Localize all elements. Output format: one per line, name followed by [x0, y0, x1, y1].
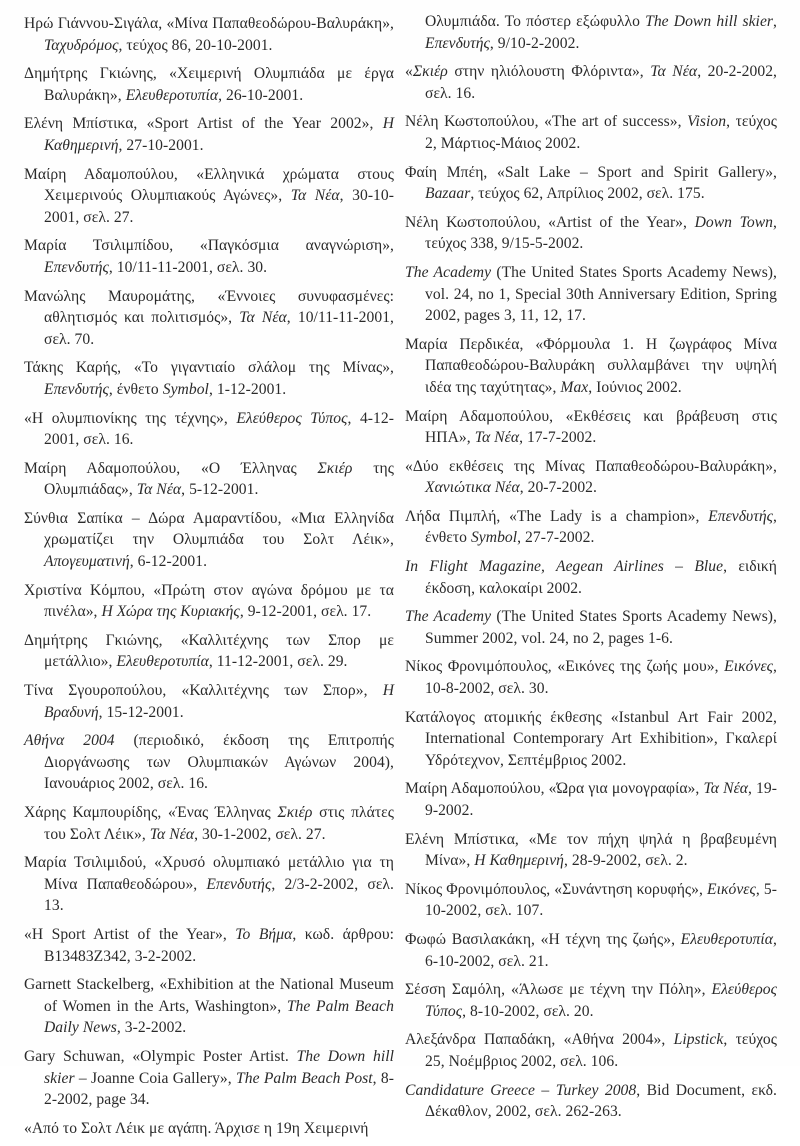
entry-title-italic: Σκιέρ: [412, 63, 448, 81]
bibliography-right-column: [405, 11, 777, 1130]
entry-text: , 6-10-2002, σελ. 21.: [425, 930, 777, 970]
entry-text: – Joanne Coia Gallery»,: [74, 1069, 237, 1087]
entry-title-italic: Vision: [687, 113, 727, 131]
entry-title-italic: Τα Νέα: [290, 187, 340, 205]
entry-title-italic: Η Χώρα της Κυριακής: [101, 603, 240, 621]
entry-text: , 4-12-2001, σελ. 16.: [44, 409, 394, 449]
entry-text: , 17-7-2002.: [519, 429, 597, 447]
bibliography-entry: [24, 730, 394, 795]
entry-text: , τεύχος 2, Μάρτιος-Μάιος 2002.: [425, 113, 777, 152]
entry-text: , 10/11-11-2001, σελ. 70.: [44, 309, 394, 348]
bibliography-entry: [405, 606, 777, 649]
entry-title-italic: Ταχυδρόμος: [44, 36, 119, 54]
entry-text: Νέλη Κωστοπούλου, «The art of success»,: [405, 113, 688, 131]
entry-title-italic: Σκιέρ: [317, 459, 353, 477]
bibliography-entry: [405, 656, 777, 699]
entry-text: Δημήτρης Γκιώνης, «Χειμερινή Ολυμπιάδα με έργα Βαλυράκη»,: [24, 65, 394, 104]
bibliography-entry: [405, 111, 777, 154]
bibliography-entry: [405, 456, 777, 499]
entry-text: , 15-12-2001.: [98, 703, 184, 721]
bibliography-entry: [24, 852, 394, 917]
entry-title-italic: Επενδυτής: [425, 34, 490, 52]
entry-text: , ένθετο: [108, 380, 163, 398]
bibliography-entry: [24, 63, 394, 106]
entry-text: «Η ολυμπιονίκης της τέχνης»,: [24, 409, 237, 427]
bibliography-entry: [405, 1080, 777, 1123]
entry-title-italic: Symbol: [470, 529, 518, 547]
entry-text: «: [405, 63, 413, 81]
bibliography-entry: [24, 286, 394, 351]
bibliography-entry: [405, 778, 777, 821]
bibliography-entry: [405, 61, 777, 104]
entry-text: Σύνθια Σαπίκα – Δώρα Αμαραντίδου, «Μια Ελληνίδα χρωματίζει την Ολυμπιάδα του Σολτ Λέικ»,: [24, 509, 394, 549]
bibliography-entry: [24, 13, 394, 56]
entry-text: Νίκος Φρονιμόπουλος, «Συνάντηση κορυφής»,: [405, 880, 707, 898]
entry-title-italic: The Palm Beach Post: [236, 1069, 373, 1087]
entry-text: Gary Schuwan, «Olympic Poster Artist.: [24, 1047, 297, 1065]
entry-text: , τεύχος 25, Νοέμβριος 2002, σελ. 106.: [425, 1031, 777, 1070]
entry-title-italic: Σκιέρ: [277, 804, 313, 821]
entry-text: , Bid Document, εκδ. Δέκαθλον, 2002, σελ. 262-263.: [425, 1081, 777, 1121]
entry-text: , 5-12-2001.: [181, 481, 259, 499]
entry-text: Μαρία Τσιλιμιδού, «Χρυσό ολυμπιακό μετάλλιο για τη Μίνα Παπαθεοδώρου»,: [24, 854, 394, 893]
bibliography-entry: [405, 829, 777, 872]
entry-text: , 3-2-2002.: [116, 1019, 187, 1037]
entry-text: , 2/3-2-2002, σελ. 13.: [44, 875, 394, 915]
entry-text: , 9/10-2-2002.: [489, 34, 580, 52]
entry-text: (περιοδικό, έκδοση της Επιτροπής Διοργάνωσης των Ολυμπιακών Αγώνων 2004), Ιανουάριος 2002, σελ. 16.: [44, 732, 394, 793]
entry-text: , ειδική έκδοση, καλοκαίρι 2002.: [425, 558, 777, 597]
entry-text: Ελένη Μπίστικα, «Με τον πήχη ψηλά η βραβευμένη Μίνα»,: [405, 830, 777, 870]
bibliography-entry: [405, 879, 777, 922]
entry-title-italic: Bazaar: [425, 185, 471, 203]
bibliography-entry: [24, 235, 394, 278]
entry-text: Αλεξάνδρα Παπαδάκη, «Αθήνα 2004»,: [405, 1031, 674, 1049]
entry-text: Νέλη Κωστοπούλου, «Artist of the Year»,: [405, 213, 695, 231]
entry-text: στις πλάτες του Σολτ Λέικ»,: [44, 804, 394, 843]
bibliography-entry: [24, 580, 394, 623]
entry-text: Φαίη Μπέη, «Salt Lake – Sport and Spirit Gallery»,: [405, 163, 777, 181]
entry-title-italic: Επενδυτής: [206, 875, 272, 893]
entry-title-italic: Το Βήμα: [235, 925, 293, 943]
entry-text: Χριστίνα Κόμπου, «Πρώτη στον αγώνα δρόμου με τα πινέλα»,: [24, 581, 394, 621]
entry-text: Μαίρη Αδαμοπούλου, «Ο Έλληνας: [24, 459, 318, 477]
entry-text: Μανώλης Μαυρομάτης, «Έννοιες συνυφασμένες: αθλητισμός και πολιτισμός»,: [24, 287, 394, 327]
entry-text: Ολυμπιάδα. Το πόστερ εξώφυλλο: [425, 13, 646, 30]
bibliography-entry: [24, 458, 394, 501]
bibliography-entry: [24, 924, 394, 967]
entry-text: Ηρώ Γιάννου-Σιγάλα, «Μίνα Παπαθεοδώρου-Βαλυράκη»,: [24, 15, 394, 32]
entry-text: Τίνα Σγουροπούλου, «Καλλιτέχνης των Σπορ»,: [24, 682, 383, 700]
entry-title-italic: Ελεύθερος Τύπος: [425, 981, 777, 1020]
entry-text: , τεύχος 86, 20-10-2001.: [118, 36, 273, 54]
bibliography-entry: [24, 508, 394, 573]
entry-title-italic: Εικόνες: [707, 880, 756, 898]
entry-title-italic: Τα Νέα: [136, 481, 182, 499]
entry-title-italic: Ελευθεροτυπία: [680, 930, 774, 948]
entry-title-italic: Τα Νέα: [703, 780, 748, 798]
entry-text: , 6-12-2001.: [129, 553, 208, 571]
entry-title-italic: Η Καθημερινή: [474, 852, 564, 870]
bibliography-entry: [405, 334, 777, 399]
entry-title-italic: Χανιώτικα Νέα: [425, 479, 520, 497]
entry-title-italic: Τα Νέα: [474, 429, 520, 447]
entry-text: , 20-2-2002, σελ. 16.: [425, 63, 777, 102]
entry-text: , 26-10-2001.: [218, 86, 304, 104]
bibliography-entry: [405, 11, 777, 54]
entry-text: , 27-7-2002.: [517, 529, 595, 547]
entry-text: , 8-2-2002, page 34.: [44, 1069, 394, 1109]
entry-text: , 9-12-2001, σελ. 17.: [239, 603, 372, 621]
entry-text: , 20-7-2002.: [519, 479, 597, 497]
bibliography-entry: [405, 979, 777, 1022]
bibliography-entry: [405, 707, 777, 772]
entry-title-italic: Εικόνες: [724, 658, 774, 676]
entry-text: , 8-10-2002, σελ. 20.: [462, 1002, 594, 1020]
entry-title-italic: Η Καθημερινή: [44, 115, 394, 154]
entry-title-italic: Lipstick: [673, 1031, 724, 1049]
entry-title-italic: The Academy: [405, 263, 492, 281]
entry-title-italic: Symbol: [162, 380, 209, 398]
entry-title-italic: Candidature Greece – Turkey 2008: [405, 1081, 637, 1099]
entry-text: «Από το Σολτ Λέικ με αγάπη. Άρχισε η 19η Χειμερινή: [24, 1119, 369, 1137]
entry-title-italic: Επενδυτής: [708, 507, 774, 525]
bibliography-entry: [24, 357, 394, 400]
entry-text: Ελένη Μπίστικα, «Sport Artist of the Year 2002»,: [24, 115, 383, 133]
entry-text: , ένθετο: [425, 507, 777, 547]
bibliography-entry: [24, 1046, 394, 1111]
entry-text: , 10/11-11-2001, σελ. 30.: [108, 258, 268, 276]
entry-text: , κωδ. άρθρου: B13483Z342, 3-2-2002.: [44, 925, 394, 965]
entry-title-italic: Επενδυτής: [44, 258, 109, 276]
bibliography-entry: [24, 802, 394, 845]
entry-text: (The United States Sports Academy News), Summer 2002, vol. 24, no 2, pages 1-6.: [425, 608, 777, 647]
entry-title-italic: Τα Νέα: [239, 309, 287, 327]
entry-text: , 30-10-2001, σελ. 27.: [44, 187, 394, 226]
bibliography-entry: [405, 929, 777, 972]
entry-title-italic: The Down hill skier: [44, 1047, 394, 1087]
bibliography-entry: [405, 212, 777, 255]
entry-title-italic: Αθήνα 2004: [24, 732, 115, 750]
entry-text: , 30-1-2002, σελ. 27.: [194, 825, 326, 843]
bibliography-entry: [24, 1118, 394, 1140]
bibliography-entry: [405, 506, 777, 549]
bibliography-left-column: [24, 13, 394, 1146]
entry-text: Μαρία Περδικέα, «Φόρμουλα 1. Η ζωγράφος Μίνα Παπαθεοδώρου-Βαλυράκη συλλαμβάνει την υψηλή ιδέα της ταχύτητας»,: [405, 335, 777, 396]
entry-title-italic: Τα Νέα: [650, 63, 698, 81]
entry-text: Φωφώ Βασιλακάκη, «Η τέχνη της ζωής»,: [405, 930, 681, 948]
entry-text: Μαίρη Αδαμοπούλου, «Εκθέσεις και βράβευση στις ΗΠΑ»,: [405, 407, 777, 447]
bibliography-entry: [24, 113, 394, 156]
entry-text: , 11-12-2001, σελ. 29.: [208, 653, 348, 671]
entry-text: Δημήτρης Γκιώνης, «Καλλιτέχνης των Σπορ με μετάλλιο»,: [24, 631, 394, 671]
bibliography-entry: [24, 164, 394, 229]
entry-title-italic: Ελευθεροτυπία: [116, 653, 209, 671]
bibliography-entry: [405, 162, 777, 205]
entry-text: της Ολυμπιάδας»,: [44, 459, 394, 499]
entry-title-italic: Η Βραδυνή: [44, 682, 394, 721]
bibliography-entry: [24, 680, 394, 723]
entry-text: , 1-12-2001.: [208, 380, 287, 398]
entry-text: Μαρία Τσιλιμπίδου, «Παγκόσμια αναγνώριση»,: [24, 237, 394, 255]
entry-title-italic: Down Town: [694, 213, 774, 231]
bibliography-entry: [405, 556, 777, 599]
entry-title-italic: Ελευθεροτυπία: [125, 86, 219, 104]
entry-text: , τεύχος 338, 9/15-5-2002.: [425, 213, 777, 253]
entry-title-italic: The Palm Beach Daily News: [44, 997, 394, 1037]
entry-text: Σέσση Σαμόλη, «Άλωσε με τέχνη την Πόλη»,: [405, 981, 712, 999]
entry-text: στην ηλιόλουστη Φλόριντα»,: [447, 63, 651, 81]
entry-title-italic: Max: [560, 378, 589, 396]
entry-text: , 27-10-2001.: [118, 136, 204, 154]
entry-title-italic: Ελεύθερος Τύπος: [236, 409, 348, 427]
entry-text: , 19-9-2002.: [425, 780, 777, 819]
entry-title-italic: Απογευματινή: [44, 553, 130, 571]
entry-text: Χάρης Καμπουρίδης, «Ένας Έλληνας: [24, 804, 278, 821]
entry-text: «Η Sport Artist of the Year»,: [24, 925, 236, 943]
entry-title-italic: The Down hill skier: [645, 13, 774, 30]
entry-text: , Ιούνιος 2002.: [588, 378, 682, 396]
entry-text: , 28-9-2002, σελ. 2.: [563, 852, 688, 870]
entry-text: ,: [773, 13, 777, 30]
entry-title-italic: In Flight Magazine, Aegean Airlines – Blue: [405, 558, 724, 576]
bibliography-entry: [405, 262, 777, 327]
entry-text: , 10-8-2002, σελ. 30.: [425, 658, 777, 698]
entry-title-italic: The Academy: [405, 608, 492, 626]
entry-text: , τεύχος 62, Απρίλιος 2002, σελ. 175.: [470, 185, 705, 203]
entry-text: , 5-10-2002, σελ. 107.: [425, 880, 777, 920]
entry-title-italic: Τα Νέα: [149, 825, 195, 843]
bibliography-entry: [24, 408, 394, 451]
bibliography-entry: [405, 406, 777, 449]
bibliography-entry: [24, 974, 394, 1039]
entry-title-italic: Επενδυτής: [44, 380, 109, 398]
entry-text: Μαίρη Αδαμοπούλου, «Ελληνικά χρώματα στους Χειμερινούς Ολυμπιακούς Αγώνες»,: [24, 165, 394, 205]
entry-text: Μαίρη Αδαμοπούλου, «Ώρα για μονογραφία»,: [405, 780, 704, 798]
entry-text: Garnett Stackelberg, «Exhibition at the National Museum of Women in the Arts, Washington»,: [24, 976, 394, 1015]
entry-text: Κατάλογος ατομικής έκθεσης «Istanbul Art Fair 2002, International Contemporary Art Exhibition», Γκαλερί Υδρότεχνον, Σεπτέμβριος 2002.: [405, 708, 777, 769]
entry-text: Λήδα Πιμπλή, «The Lady is a champion»,: [405, 507, 709, 525]
bibliography-entry: [24, 630, 394, 673]
entry-text: Νίκος Φρονιμόπουλος, «Εικόνες της ζωής μου»,: [405, 658, 725, 676]
bibliography-entry: [405, 1029, 777, 1072]
entry-text: Τάκης Καρής, «Το γιγαντιαίο σλάλομ της Μίνας»,: [24, 359, 394, 377]
entry-text: «Δύο εκθέσεις της Μίνας Παπαθεοδώρου-Βαλυράκη»,: [405, 457, 777, 475]
entry-text: (The United States Sports Academy News), vol. 24, no 1, Special 30th Anniversary Edition, Spring 2002, pages 3, 11, 12, 17.: [425, 263, 777, 325]
